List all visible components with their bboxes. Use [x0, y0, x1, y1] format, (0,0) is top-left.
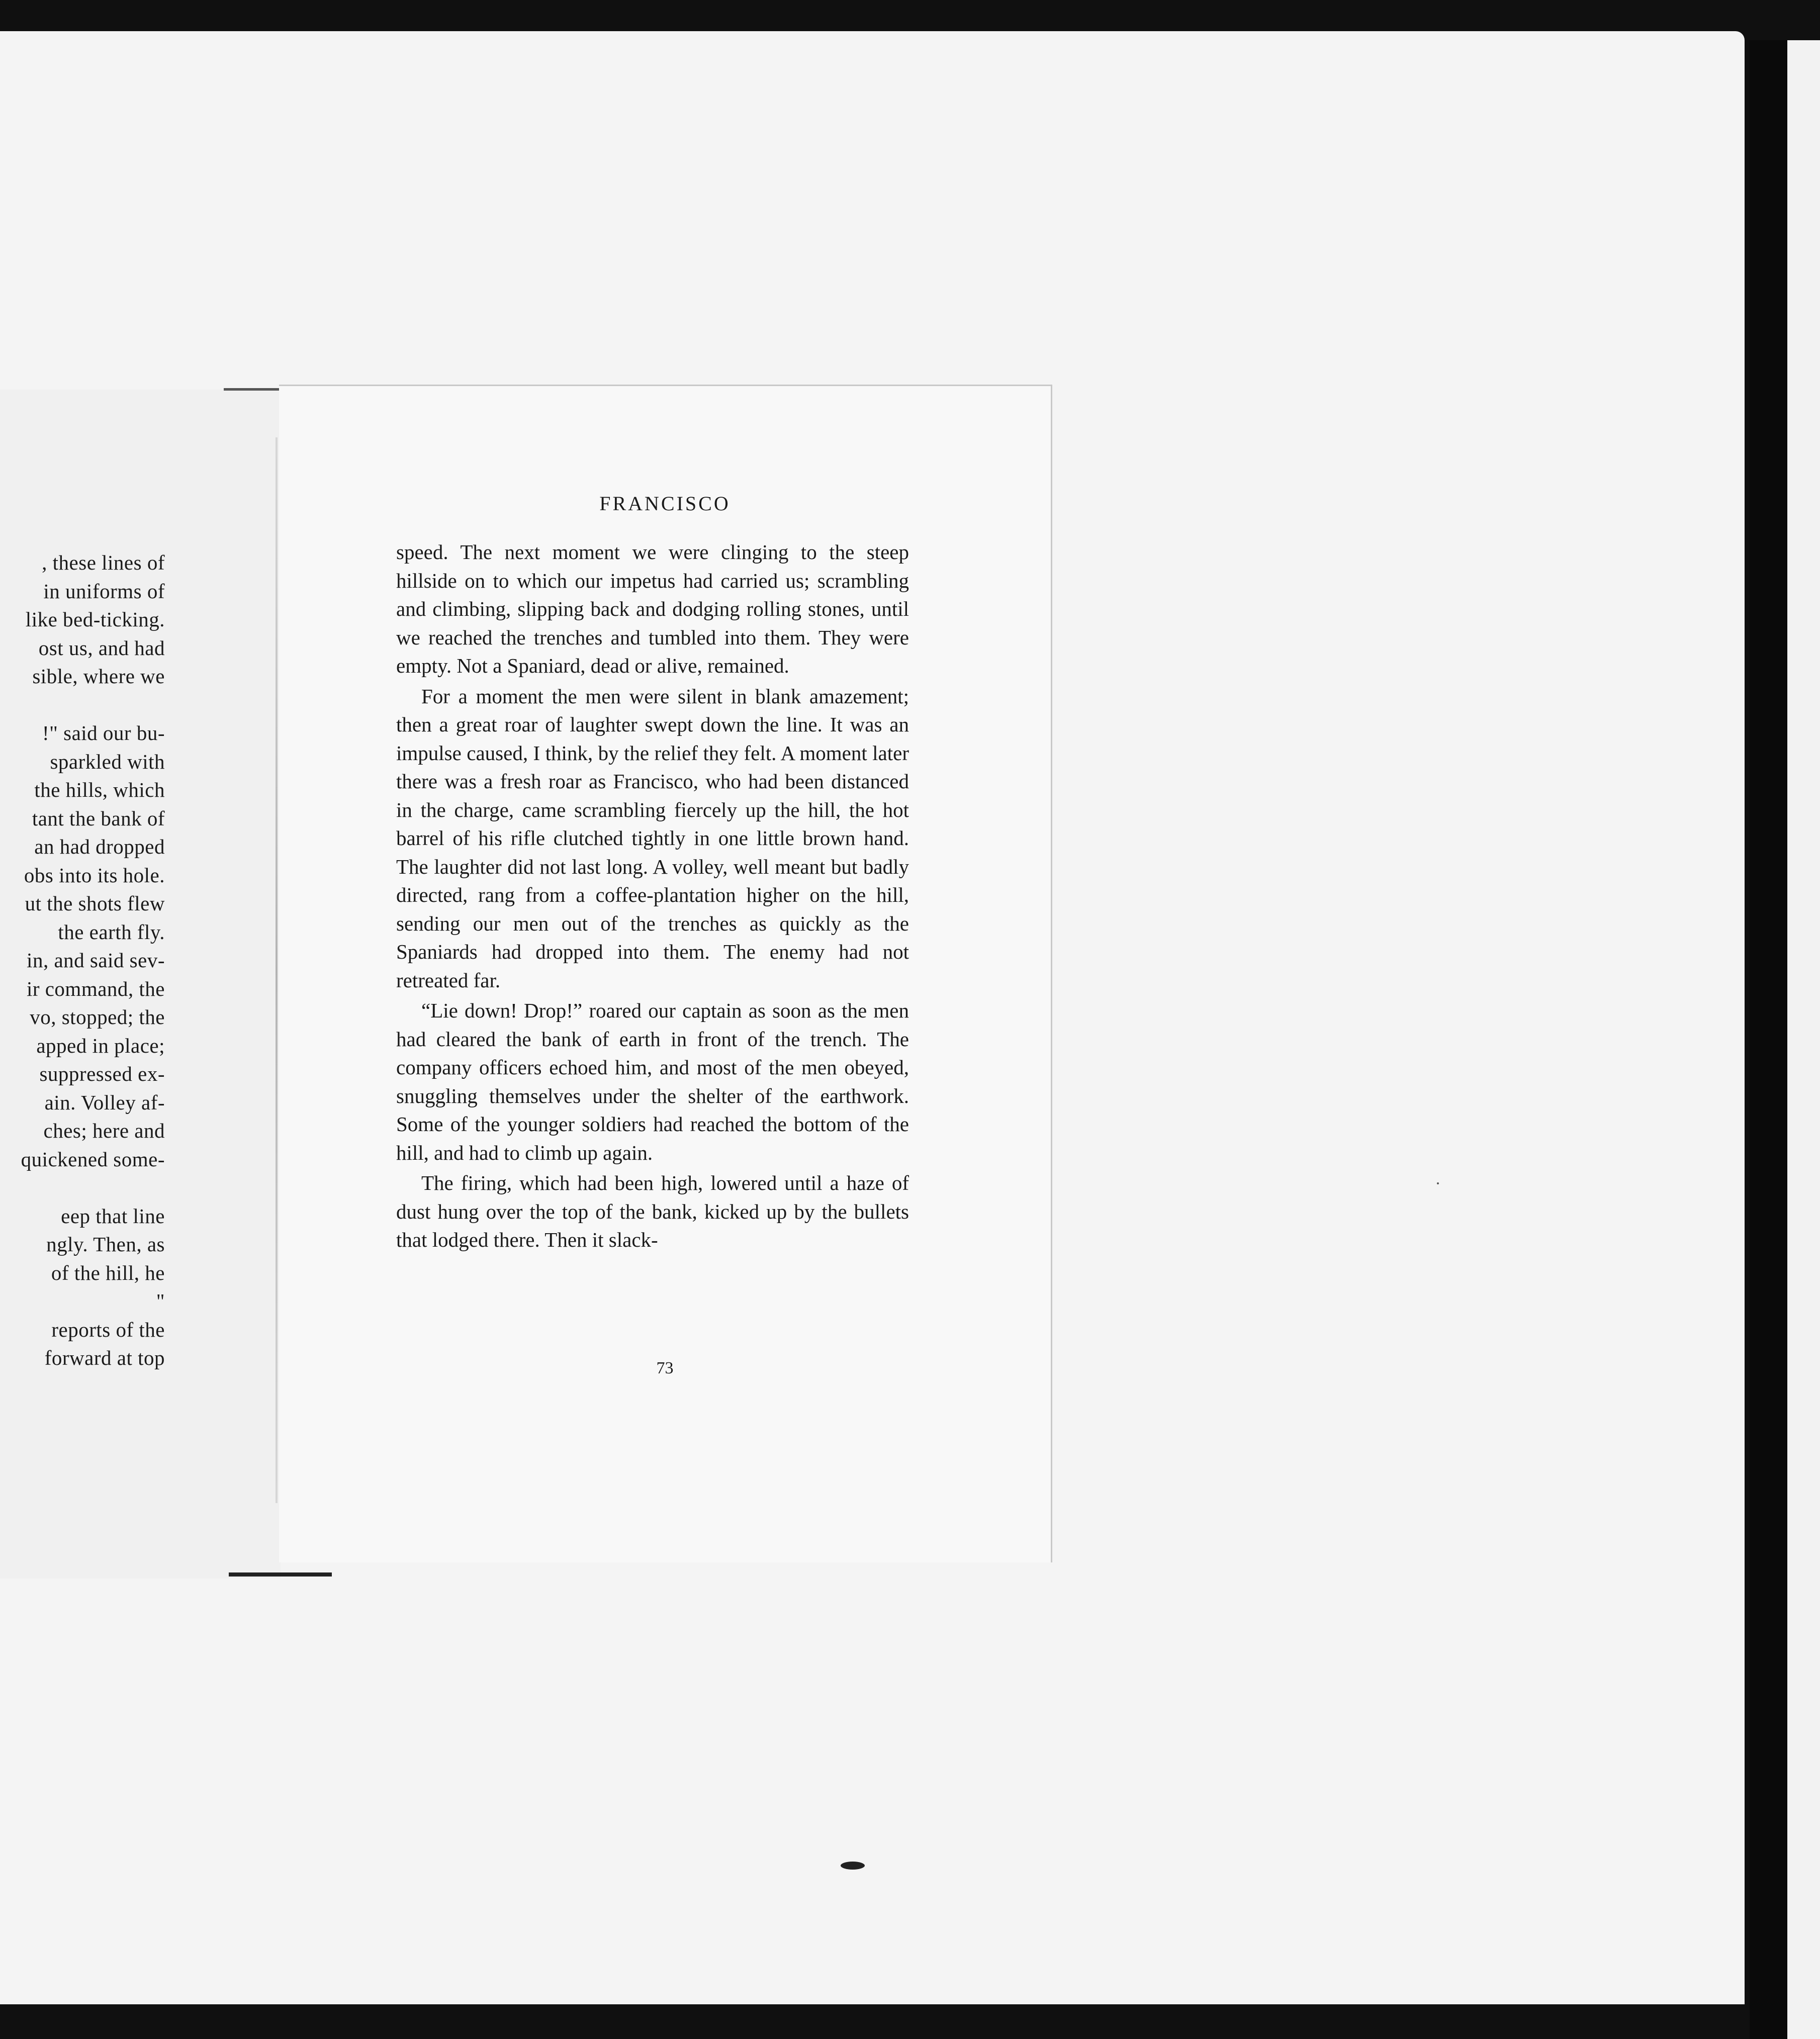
- next-page-edge: [1787, 40, 1820, 2039]
- left-page-line: in, and said sev-: [27, 949, 165, 972]
- left-page: [0, 390, 281, 1579]
- scan-dot: [1437, 1182, 1439, 1184]
- gutter-line: [276, 437, 278, 1503]
- left-page-line: ain. Volley af-: [44, 1090, 165, 1114]
- left-page-line: ngly. Then, as: [46, 1233, 165, 1256]
- left-page-line: the earth fly.: [58, 920, 165, 944]
- left-page-line: quickened some-: [21, 1147, 165, 1171]
- left-page-line: ": [156, 1289, 165, 1313]
- page-clip-bottom: [229, 1572, 332, 1577]
- left-page-line: ches; here and: [43, 1119, 165, 1142]
- left-page-line: in uniforms of: [43, 579, 165, 603]
- left-page-line: ost us, and had: [38, 636, 165, 660]
- left-page-line: sible, where we: [32, 665, 165, 688]
- left-page-line: obs into its hole.: [24, 863, 165, 887]
- scan-speck: [841, 1862, 865, 1870]
- left-page-line: ut the shots flew: [25, 892, 165, 915]
- left-page-line: of the hill, he: [51, 1261, 165, 1284]
- left-page-line: eep that line: [61, 1204, 165, 1228]
- left-page-line: apped in place;: [36, 1034, 165, 1057]
- paragraph: “Lie down! Drop!” roared our captain as soon as the men had cleared the bank of earth in front of the trench. The company officers echoed him, and most of the men obeyed, snuggling themselves under the shelter of the earthwork. Some of the younger soldiers had reached the bottom of the hill, and had to climb up again.: [396, 999, 909, 1164]
- left-page-line: suppressed ex-: [39, 1062, 165, 1085]
- left-page-line: sparkled with: [50, 750, 165, 773]
- left-page-line: vo, stopped; the: [30, 1005, 165, 1029]
- running-head: FRANCISCO: [599, 492, 731, 515]
- scan-dark-edge: [1750, 40, 1787, 2039]
- left-page-line: tant the bank of: [32, 806, 165, 830]
- left-page-line: ir command, the: [26, 977, 165, 1000]
- right-page: [279, 385, 1052, 1562]
- left-page-line: the hills, which: [34, 778, 165, 801]
- left-page-line: an had dropped: [34, 835, 165, 858]
- paragraph: The firing, which had been high, lowered until a haze of dust hung over the top of the bank, kicked up by the bullets that lodged there. Then it slack-: [396, 1171, 909, 1251]
- paragraph: speed. The next moment we were clinging to the steep hillside on to which our impetus had carried us; scrambling and climbing, slipping back and dodging rolling stones, until we reached the trenches and tumbled into them. They were empty. Not a Spaniard, dead or alive, remained.: [396, 540, 909, 677]
- left-page-line: , these lines of: [42, 551, 165, 574]
- page-number: 73: [656, 1359, 674, 1377]
- left-page-line: forward at top: [44, 1346, 165, 1369]
- paragraph: For a moment the men were silent in blank amazement; then a great roar of laughter swept down the line. It was an impulse caused, I think, by the relief they felt. A moment later there was a fresh roar as Francisco, who had been distanced in the charge, came scrambling fiercely up the hill, the hot barrel of his rifle clutched tightly in one little brown hand. The laughter did not last long. A volley, well meant but badly directed, rang from a coffee-plantation higher on the hill, sending our men out of the trenches as quickly as the Spaniards had dropped into them. The enemy had not retreated far.: [396, 684, 909, 992]
- left-page-line: reports of the: [51, 1318, 165, 1341]
- left-page-line: like bed-ticking.: [25, 608, 165, 631]
- left-page-line: !" said our bu-: [42, 721, 165, 745]
- body-text: [396, 538, 909, 1254]
